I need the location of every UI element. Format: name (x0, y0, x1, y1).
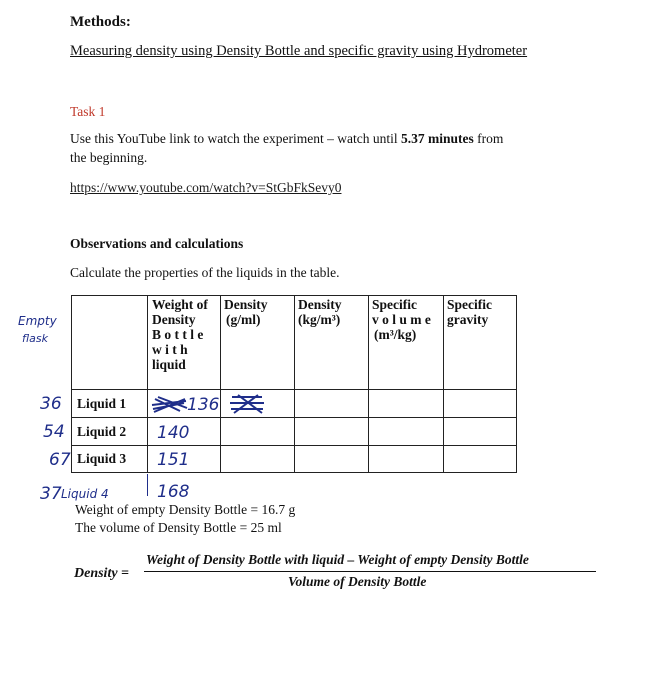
header-specific-gravity-line1: Specific (447, 297, 492, 312)
header-weight-line2: Density (152, 312, 196, 327)
formula-numerator: Weight of Density Bottle with liquid – Weight of empty Density Bottle (146, 552, 529, 567)
youtube-link[interactable]: https://www.youtube.com/watch?v=StGbFkSevy0 (70, 180, 342, 195)
header-specific-volume-line3: (m³/kg) (374, 327, 417, 342)
scribble-mark-2 (228, 393, 268, 415)
header-weight-line4: w i t h (152, 342, 188, 357)
header-weight-line1: Weight of (152, 297, 208, 312)
handwritten-row1-number: 36 (40, 394, 62, 414)
task-time: 5.37 minutes (400, 131, 474, 146)
task-instruction-line2: the beginning. (70, 150, 148, 165)
observations-instruction: Calculate the properties of the liquids in the table. (70, 265, 340, 280)
task-text-after: from (473, 131, 504, 146)
handwritten-row4-number: 37 (40, 484, 62, 504)
empty-bottle-weight-note: Weight of empty Density Bottle = 16.7 g (75, 502, 296, 517)
handwritten-liquid-4-label: Liquid 4 (61, 487, 109, 501)
task-label: Task 1 (70, 104, 106, 119)
row-label-liquid-3: Liquid 3 (77, 451, 127, 466)
bottle-volume-note: The volume of Density Bottle = 25 ml (75, 520, 282, 535)
header-density-kgm3-line1: Density (298, 297, 342, 312)
task-text-before: Use this YouTube link to watch the experiment – watch until (70, 131, 401, 146)
fraction-line (144, 571, 596, 572)
header-specific-gravity-line2: gravity (447, 312, 489, 327)
header-density-kgm3-line2: (kg/m³) (298, 312, 341, 327)
formula-lhs: Density = (74, 566, 130, 581)
header-density-gml-line1: Density (224, 297, 268, 312)
scribble-mark-1 (150, 393, 190, 415)
document-subtitle: Measuring density using Density Bottle and specific gravity using Hydrometer (70, 43, 528, 59)
observations-heading: Observations and calculations (70, 236, 244, 251)
header-density-gml-line2: (g/ml) (226, 312, 261, 327)
header-specific-volume-line1: Specific (372, 297, 417, 312)
margin-note-empty: Empty (18, 314, 57, 328)
methods-heading: Methods: (70, 14, 131, 30)
formula-denominator: Volume of Density Bottle (288, 574, 427, 589)
task-instruction (70, 131, 503, 147)
header-weight-line5: liquid (152, 357, 186, 372)
handwritten-row4-weight: 168 (157, 482, 190, 502)
margin-note-flask: flask (22, 332, 48, 345)
handwritten-row1-weight: 136 (187, 395, 220, 415)
handwritten-row3-weight: 151 (157, 450, 190, 470)
handwritten-row2-weight: 140 (157, 423, 190, 443)
row-label-liquid-2: Liquid 2 (77, 424, 127, 439)
handwritten-row3-number: 67 (49, 450, 71, 470)
handwritten-row2-number: 54 (43, 422, 65, 442)
header-weight-line3: B o t t l e (152, 327, 204, 342)
row-label-liquid-1: Liquid 1 (77, 396, 127, 411)
header-specific-volume-line2: v o l u m e (372, 312, 431, 327)
